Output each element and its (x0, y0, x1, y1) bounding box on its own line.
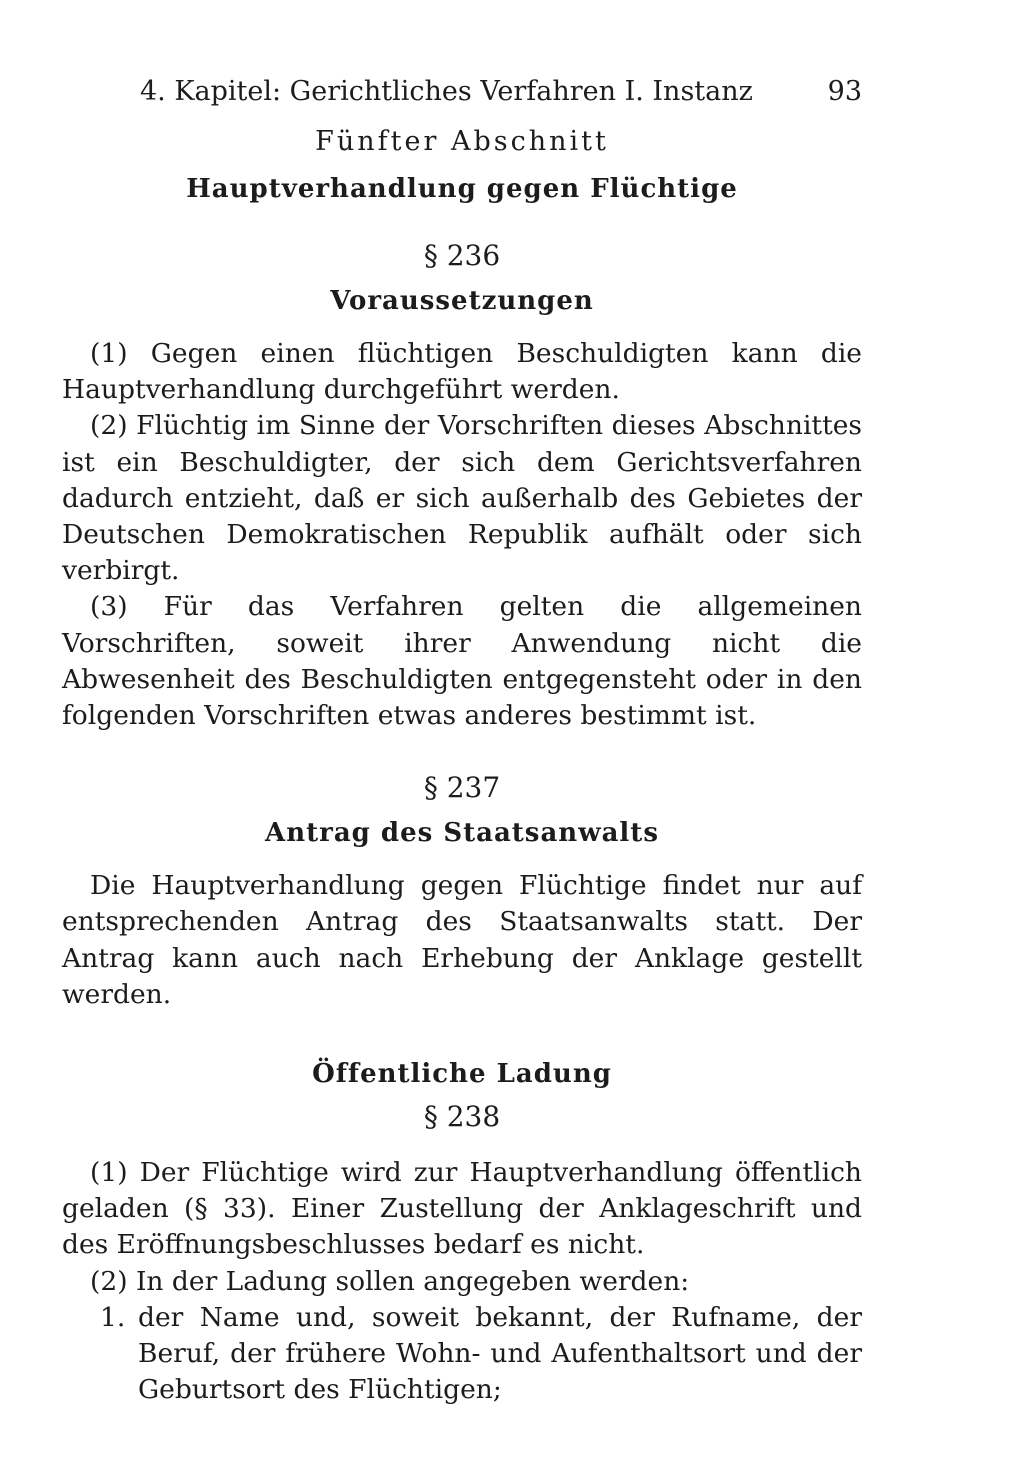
paragraph-number-238: § 238 (423, 1100, 501, 1134)
paragraph-238-1: (1) Der Flüchtige wird zur Hauptverhandlung öffentlich geladen (§ 33). Einer Zustellung der Anklageschrift und des Eröffnungsbeschlusses bedarf es nicht. (62, 1157, 862, 1261)
paragraph-238-2: (2) In der Ladung sollen angegeben werden: (90, 1265, 690, 1297)
paragraph-number-236: § 236 (423, 239, 501, 272)
document-page (62, 72, 862, 1408)
list-item-text: der Name und, soweit bekannt, der Rufname, der Beruf, der frühere Wohn- und Aufenthaltsort und der Geburtsort des Flüchtigen; (138, 1301, 862, 1406)
spacer (62, 1141, 862, 1155)
running-head (62, 72, 862, 112)
paragraph-number-237: § 237 (423, 771, 501, 805)
spacer (62, 854, 862, 868)
list-item-marker: 1. (100, 1301, 126, 1333)
paragraph-237-1: Die Hauptverhandlung gegen Flüchtige findet nur auf entsprechenden Antrag des Staatsanwalts statt. Der Antrag kann auch nach Erhebung der Anklage gestellt werden. (62, 870, 862, 1010)
paragraph-title-237: Antrag des Staatsanwalts (265, 818, 659, 849)
enumeration-list (62, 1300, 862, 1409)
paragraph-236-3: (3) Für das Verfahren gelten die allgemeinen Vorschriften, soweit ihrer Anwendung nicht die Abwesenheit des Beschuldigten entgegensteht oder in den folgenden Vorschriften etwas anderes bestimmt ist. (62, 591, 862, 732)
paragraph-236-2: (2) Flüchtig im Sinne der Vorschriften dieses Abschnittes ist ein Beschuldigter, der sich dem Gerichtsverfahren dadurch entzieht, daß er sich außerhalb des Gebietes der Deutschen Demokratischen Republik aufhält oder sich verbirgt. (62, 410, 862, 587)
paragraph-title-238: Öffentliche Ladung (312, 1059, 612, 1090)
running-title: 4. Kapitel: Gerichtliches Verfahren I. Instanz (140, 76, 753, 107)
paragraph-236-1: (1) Gegen einen flüchtigen Beschuldigten kann die Hauptverhandlung durchgeführt werden. (62, 338, 862, 406)
section-title: Hauptverhandlung gegen Flüchtige (186, 174, 738, 204)
list-item (62, 1300, 862, 1409)
paragraph-title-236: Voraussetzungen (330, 286, 594, 316)
spacer (62, 322, 862, 336)
section-label: Fünfter Abschnitt (315, 126, 609, 157)
page-number: 93 (827, 76, 862, 107)
